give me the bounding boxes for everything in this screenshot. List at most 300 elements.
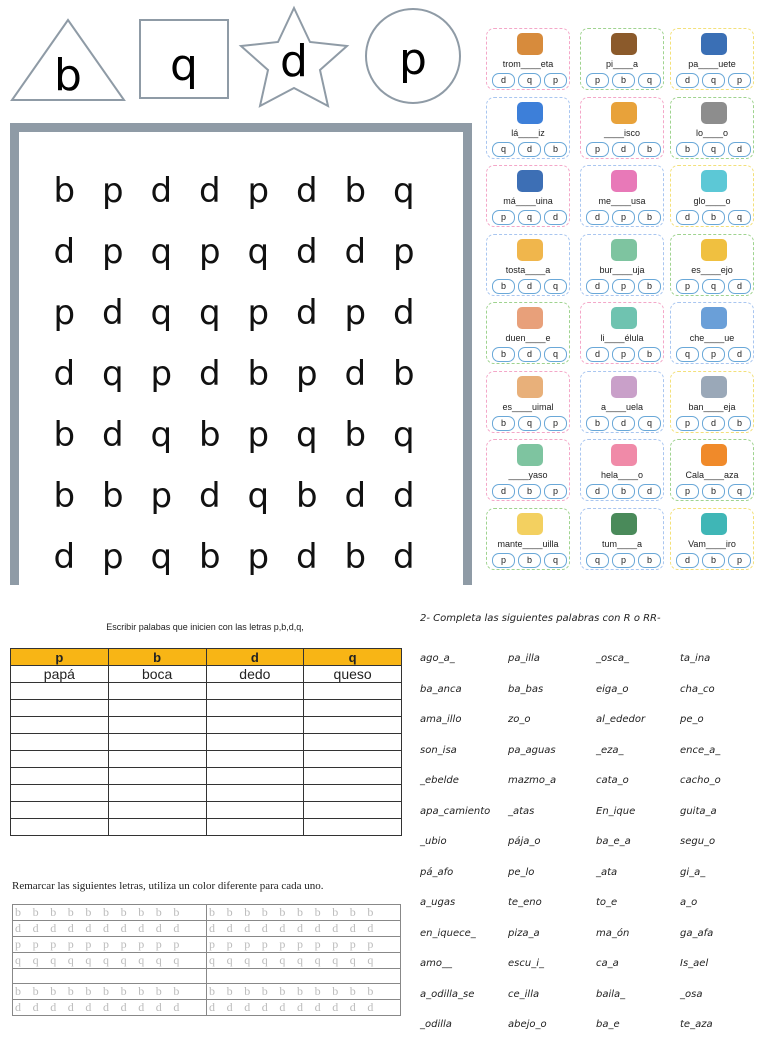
machine-icon xyxy=(517,170,543,192)
letter-card xyxy=(486,371,570,433)
rr-word[interactable]: segu_o xyxy=(680,836,716,847)
card-option[interactable]: p xyxy=(586,73,609,88)
words-table-header: d xyxy=(206,649,304,666)
card-option[interactable]: q xyxy=(586,553,609,568)
card-option[interactable]: b xyxy=(518,484,541,499)
card-options xyxy=(492,73,567,88)
letter-grid-cell[interactable]: d xyxy=(295,536,318,577)
letter-grid-cell[interactable]: b xyxy=(101,475,124,516)
words-table-cell[interactable] xyxy=(108,768,206,785)
rr-word[interactable]: _ebelde xyxy=(420,775,459,786)
card-options xyxy=(676,553,751,568)
letter-grid-cell[interactable]: p xyxy=(247,292,270,333)
card-option[interactable]: q xyxy=(518,210,541,225)
card-option[interactable]: q xyxy=(676,347,699,362)
letter-card xyxy=(670,439,754,501)
rr-word[interactable]: ence_a_ xyxy=(680,744,721,756)
words-table-cell[interactable] xyxy=(11,768,109,785)
rr-word[interactable]: _osa xyxy=(680,988,703,1000)
card-option[interactable]: d xyxy=(586,484,609,499)
card-option[interactable]: p xyxy=(612,347,635,362)
letter-grid-cell[interactable]: d xyxy=(392,292,415,333)
letter-grid-cell[interactable]: b xyxy=(198,536,221,577)
words-table-cell[interactable] xyxy=(11,785,109,802)
letter-card xyxy=(486,302,570,364)
card-option[interactable]: d xyxy=(492,73,515,88)
card-option[interactable]: q xyxy=(492,142,515,157)
card-options xyxy=(492,416,567,431)
words-table-cell[interactable] xyxy=(108,751,206,768)
rr-word[interactable]: a_odilla_se xyxy=(420,988,475,1000)
card-option[interactable]: p xyxy=(702,347,725,362)
card-option[interactable]: q xyxy=(702,73,725,88)
words-table-cell[interactable] xyxy=(304,785,402,802)
card-option[interactable]: p xyxy=(544,484,567,499)
rr-word[interactable]: _ata xyxy=(596,866,618,878)
card-option[interactable]: p xyxy=(676,416,699,431)
words-table-cell[interactable] xyxy=(206,700,304,717)
balloon-icon xyxy=(701,170,727,192)
words-table-cell[interactable] xyxy=(206,819,304,836)
words-table-cell[interactable] xyxy=(11,819,109,836)
words-table-cell[interactable]: boca xyxy=(108,666,206,683)
letter-grid-row xyxy=(40,282,430,343)
butter-icon xyxy=(517,513,543,535)
card-option[interactable]: b xyxy=(518,553,541,568)
words-table-cell[interactable] xyxy=(206,717,304,734)
letter-grid-cell[interactable]: b xyxy=(392,353,415,394)
card-option[interactable]: p xyxy=(676,484,699,499)
words-table-cell[interactable]: papá xyxy=(11,666,109,683)
rr-word[interactable]: pa_illa xyxy=(508,653,540,664)
card-options xyxy=(586,210,661,225)
words-table-cell[interactable] xyxy=(11,751,109,768)
letter-grid-cell[interactable]: d xyxy=(392,536,415,577)
words-table-header: q xyxy=(304,649,402,666)
card-option[interactable]: b xyxy=(638,279,661,294)
words-table-cell[interactable] xyxy=(108,734,206,751)
rr-word[interactable]: en_iquece_ xyxy=(420,927,476,939)
letter-grid-cell[interactable]: q xyxy=(101,353,124,394)
card-option[interactable]: d xyxy=(702,416,725,431)
trace-cell[interactable] xyxy=(13,969,207,984)
trace-section-title: Remarcar las siguientes letras, utiliza un color diferente para cada uno. xyxy=(12,880,324,892)
letter-grid-cell[interactable]: b xyxy=(53,170,76,211)
rr-word[interactable]: guita_a xyxy=(680,805,717,817)
card-option[interactable]: b xyxy=(676,142,699,157)
card-option[interactable]: d xyxy=(676,210,699,225)
trace-cell[interactable]: p p p p p p p p p p xyxy=(13,937,207,953)
words-table-row xyxy=(11,751,402,768)
rr-word[interactable]: pá_afo xyxy=(420,866,454,878)
card-option[interactable]: q xyxy=(518,73,541,88)
rr-word[interactable]: cacho_o xyxy=(680,775,721,786)
words-table-cell[interactable] xyxy=(304,683,402,700)
rr-word[interactable]: gi_a_ xyxy=(680,866,706,878)
letter-card xyxy=(580,28,664,90)
trace-cell[interactable]: p p p p p p p p p p xyxy=(207,937,401,953)
card-options xyxy=(676,416,751,431)
words-table-cell[interactable] xyxy=(108,785,206,802)
letter-grid-cell[interactable]: d xyxy=(344,353,367,394)
letter-grid-row xyxy=(40,221,430,282)
card-option[interactable]: b xyxy=(612,73,635,88)
card-option[interactable]: p xyxy=(586,142,609,157)
letter-grid-cell[interactable]: d xyxy=(295,170,318,211)
card-word: bur____uja xyxy=(599,264,645,275)
card-option[interactable]: q xyxy=(544,347,567,362)
card-option[interactable]: d xyxy=(612,416,635,431)
grandma-icon xyxy=(611,376,637,398)
letter-grid-cell[interactable]: d xyxy=(392,475,415,516)
letter-card xyxy=(580,371,664,433)
mirror-icon xyxy=(701,239,727,261)
card-option[interactable]: b xyxy=(702,484,725,499)
rr-word[interactable]: son_isa xyxy=(420,744,457,756)
rr-word[interactable]: mazmo_a xyxy=(508,775,557,786)
card-option[interactable]: d xyxy=(586,210,609,225)
trace-row xyxy=(13,1000,401,1016)
card-option[interactable]: b xyxy=(638,553,661,568)
letter-grid-cell[interactable]: d xyxy=(198,353,221,394)
words-table-header: p xyxy=(11,649,109,666)
card-option[interactable]: d xyxy=(728,142,751,157)
words-table-cell[interactable] xyxy=(11,683,109,700)
words-table-row xyxy=(11,666,402,683)
card-option[interactable]: p xyxy=(612,210,635,225)
trace-cell[interactable]: b b b b b b b b b b xyxy=(207,984,401,1000)
letter-grid-cell[interactable]: p xyxy=(150,353,173,394)
letter-grid-cell[interactable]: d xyxy=(53,353,76,394)
letter-grid-cell[interactable]: b xyxy=(295,475,318,516)
rr-word[interactable]: _eza_ xyxy=(596,744,624,756)
rr-word[interactable]: ama_illo xyxy=(420,714,462,725)
letter-grid-cell[interactable]: p xyxy=(53,292,76,333)
letter-grid-cell[interactable]: d xyxy=(101,292,124,333)
letter-grid-cell[interactable]: q xyxy=(150,414,173,455)
words-table-cell[interactable] xyxy=(11,700,109,717)
card-option[interactable]: d xyxy=(676,73,699,88)
rr-word[interactable]: ma_ón xyxy=(596,927,630,939)
card-option[interactable]: d xyxy=(544,210,567,225)
letter-grid-cell[interactable]: p xyxy=(101,231,124,272)
card-option[interactable]: b xyxy=(492,347,515,362)
square-letter: q xyxy=(170,40,198,91)
card-option[interactable]: b xyxy=(702,553,725,568)
words-table-cell[interactable] xyxy=(206,751,304,768)
letter-grid-cell[interactable]: q xyxy=(150,536,173,577)
card-option[interactable]: q xyxy=(518,416,541,431)
card-word: lá____iz xyxy=(511,127,545,138)
tomb-icon xyxy=(611,513,637,535)
trace-cell[interactable]: q q q q q q q q q q xyxy=(207,953,401,969)
letter-grid-cell[interactable]: p xyxy=(247,414,270,455)
rr-word[interactable]: cata_o xyxy=(596,775,629,786)
card-option[interactable]: d xyxy=(492,484,515,499)
words-table-cell[interactable] xyxy=(304,768,402,785)
words-table-cell[interactable] xyxy=(304,717,402,734)
letter-grid-cell[interactable]: p xyxy=(101,536,124,577)
card-option[interactable]: b xyxy=(638,142,661,157)
letter-grid-cell[interactable]: q xyxy=(150,292,173,333)
package-icon xyxy=(701,33,727,55)
eskimo-icon xyxy=(517,376,543,398)
trace-cell[interactable]: d d d d d d d d d d xyxy=(13,921,207,937)
words-table-cell[interactable] xyxy=(304,802,402,819)
card-options xyxy=(676,142,751,157)
card-option[interactable]: d xyxy=(728,279,751,294)
rr-word[interactable]: zo_o xyxy=(508,714,531,725)
rr-word[interactable]: _atas xyxy=(508,805,535,817)
letter-grid-cell[interactable]: p xyxy=(247,536,270,577)
trace-cell[interactable] xyxy=(207,969,401,984)
letter-grid-cell[interactable]: d xyxy=(198,170,221,211)
letter-grid-cell[interactable]: b xyxy=(344,414,367,455)
card-option[interactable]: q xyxy=(702,279,725,294)
rr-word[interactable]: pe_lo xyxy=(508,866,535,878)
card-option[interactable]: d xyxy=(676,553,699,568)
card-options xyxy=(676,279,751,294)
words-table xyxy=(10,648,402,836)
rr-word[interactable]: pe_o xyxy=(680,714,704,725)
letter-card xyxy=(670,508,754,570)
letter-grid-cell[interactable]: d xyxy=(295,292,318,333)
trace-cell[interactable]: b b b b b b b b b b xyxy=(13,905,207,921)
words-table-cell[interactable] xyxy=(108,700,206,717)
letter-grid-cell[interactable]: p xyxy=(150,475,173,516)
rr-word[interactable]: apa_camiento xyxy=(420,805,491,817)
card-option[interactable]: d xyxy=(612,142,635,157)
words-table-cell[interactable] xyxy=(206,802,304,819)
card-option[interactable]: q xyxy=(638,73,661,88)
rr-word[interactable]: abejo_o xyxy=(508,1019,547,1030)
card-option[interactable]: p xyxy=(544,416,567,431)
trace-cell[interactable]: d d d d d d d d d d xyxy=(207,1000,401,1016)
letter-grid-cell[interactable]: d xyxy=(101,414,124,455)
rr-word[interactable]: ce_illa xyxy=(508,988,540,1000)
trace-cell[interactable]: d d d d d d d d d d xyxy=(207,921,401,937)
card-word: a____uela xyxy=(600,401,644,412)
letter-grid-row xyxy=(40,343,430,404)
trumpet-icon xyxy=(517,33,543,55)
rr-word[interactable]: _odilla xyxy=(420,1019,452,1030)
vampire-icon xyxy=(701,513,727,535)
triangle-letter: b xyxy=(54,50,82,101)
letter-grid-cell[interactable]: p xyxy=(247,170,270,211)
rr-word[interactable]: baila_ xyxy=(596,988,626,1000)
rr-word[interactable]: ga_afa xyxy=(680,927,714,939)
letter-card xyxy=(486,234,570,296)
words-table-cell[interactable] xyxy=(304,819,402,836)
rr-word[interactable]: ba_bas xyxy=(508,683,544,695)
letter-grid-cell[interactable]: d xyxy=(53,536,76,577)
card-option[interactable]: p xyxy=(544,73,567,88)
card-option[interactable]: b xyxy=(638,347,661,362)
card-option[interactable]: d xyxy=(728,347,751,362)
letter-grid-cell[interactable]: p xyxy=(295,353,318,394)
rr-word[interactable]: ba_e xyxy=(596,1019,620,1030)
letter-grid xyxy=(40,160,430,587)
rr-word[interactable]: En_ique xyxy=(596,805,636,817)
letter-grid-cell[interactable]: b xyxy=(53,475,76,516)
card-option[interactable]: q xyxy=(544,553,567,568)
rr-word[interactable]: to_e xyxy=(596,897,618,908)
letter-grid-cell[interactable]: q xyxy=(392,170,415,211)
rr-word[interactable]: ago_a_ xyxy=(420,653,455,664)
card-option[interactable]: b xyxy=(586,416,609,431)
card-option[interactable]: d xyxy=(586,347,609,362)
trace-cell[interactable]: b b b b b b b b b b xyxy=(207,905,401,921)
card-option[interactable]: q xyxy=(544,279,567,294)
words-table-cell[interactable]: dedo xyxy=(206,666,304,683)
card-word: Cala____aza xyxy=(685,470,739,480)
card-option[interactable]: b xyxy=(492,416,515,431)
card-option[interactable]: p xyxy=(612,553,635,568)
rr-word[interactable]: pája_o xyxy=(508,836,541,847)
trace-row xyxy=(13,969,401,984)
words-table-cell[interactable] xyxy=(304,751,402,768)
shapes-strip xyxy=(0,0,470,120)
card-option[interactable]: b xyxy=(544,142,567,157)
crayon-icon xyxy=(517,102,543,124)
letter-grid-cell[interactable]: q xyxy=(150,231,173,272)
rr-word[interactable]: _ubio xyxy=(420,836,447,847)
rr-word[interactable]: escu_i_ xyxy=(508,958,544,969)
letter-grid-cell[interactable]: d xyxy=(295,231,318,272)
letter-card xyxy=(486,439,570,501)
rr-word[interactable]: pa_aguas xyxy=(508,744,556,756)
rr-word[interactable]: ba_anca xyxy=(420,683,462,695)
card-options xyxy=(586,416,661,431)
card-option[interactable]: b xyxy=(702,210,725,225)
letter-grid-cell[interactable]: d xyxy=(150,170,173,211)
letter-grid-cell[interactable]: d xyxy=(53,231,76,272)
words-table-cell[interactable] xyxy=(304,734,402,751)
card-option[interactable]: b xyxy=(728,416,751,431)
letter-grid-cell[interactable]: p xyxy=(101,170,124,211)
letter-grid-cell[interactable]: b xyxy=(344,170,367,211)
card-word: trom____eta xyxy=(502,59,554,69)
words-table-cell[interactable]: queso xyxy=(304,666,402,683)
card-options xyxy=(586,484,661,499)
words-table-cell[interactable] xyxy=(11,717,109,734)
letter-card xyxy=(580,439,664,501)
rr-word[interactable]: te_aza xyxy=(680,1019,713,1030)
letter-grid-cell[interactable]: q xyxy=(198,292,221,333)
card-options xyxy=(492,347,567,362)
card-option[interactable]: q xyxy=(638,416,661,431)
words-table-cell[interactable] xyxy=(108,683,206,700)
letter-grid-cell[interactable]: q xyxy=(247,475,270,516)
words-table-cell[interactable] xyxy=(206,683,304,700)
rr-word[interactable]: te_eno xyxy=(508,897,542,908)
letter-grid-cell[interactable]: b xyxy=(344,536,367,577)
card-option[interactable]: d xyxy=(586,279,609,294)
trace-cell[interactable]: b b b b b b b b b b xyxy=(13,984,207,1000)
letter-grid-cell[interactable]: q xyxy=(247,231,270,272)
rr-word[interactable]: piza_a xyxy=(508,927,540,939)
letter-grid-cell[interactable]: q xyxy=(392,414,415,455)
trace-cell[interactable]: d d d d d d d d d d xyxy=(13,1000,207,1016)
rr-word[interactable]: eiga_o xyxy=(596,683,629,695)
letter-grid-cell[interactable]: d xyxy=(344,475,367,516)
rr-word[interactable]: ta_ina xyxy=(680,653,711,664)
rr-word[interactable]: cha_co xyxy=(680,683,715,695)
words-table-cell[interactable] xyxy=(206,768,304,785)
letter-grid-cell[interactable]: p xyxy=(344,292,367,333)
card-option[interactable]: d xyxy=(638,484,661,499)
words-table-cell[interactable] xyxy=(206,734,304,751)
words-table-cell[interactable] xyxy=(108,819,206,836)
letter-card xyxy=(580,302,664,364)
disc-icon xyxy=(611,102,637,124)
words-table-cell[interactable] xyxy=(11,734,109,751)
check-icon xyxy=(701,307,727,329)
card-option[interactable]: p xyxy=(612,279,635,294)
card-option[interactable]: p xyxy=(728,553,751,568)
card-option[interactable]: p xyxy=(492,553,515,568)
letter-grid-cell[interactable]: q xyxy=(295,414,318,455)
letter-card xyxy=(486,508,570,570)
letter-grid-cell[interactable]: p xyxy=(198,231,221,272)
card-option[interactable]: p xyxy=(492,210,515,225)
card-option[interactable]: q xyxy=(728,484,751,499)
rr-word[interactable]: a_o xyxy=(680,897,698,908)
letter-grid-cell[interactable]: b xyxy=(198,414,221,455)
words-table-cell[interactable] xyxy=(304,700,402,717)
letter-grid-cell[interactable]: d xyxy=(198,475,221,516)
card-options xyxy=(676,210,751,225)
words-table-row xyxy=(11,700,402,717)
elf-icon xyxy=(517,307,543,329)
letter-card xyxy=(670,302,754,364)
letter-card xyxy=(486,97,570,159)
card-option[interactable]: d xyxy=(518,347,541,362)
rr-word[interactable]: a_ugas xyxy=(420,897,456,908)
rr-word[interactable]: al_ededor xyxy=(596,714,646,725)
words-table-header: b xyxy=(108,649,206,666)
rr-word[interactable]: _osca_ xyxy=(596,653,629,664)
rr-word[interactable]: ca_a xyxy=(596,958,619,969)
card-word: lo____o xyxy=(695,127,729,138)
words-table-cell[interactable] xyxy=(11,802,109,819)
letter-card xyxy=(670,97,754,159)
letter-grid-cell[interactable]: b xyxy=(53,414,76,455)
rr-word[interactable]: ba_e_a xyxy=(596,836,631,847)
card-option[interactable]: d xyxy=(518,279,541,294)
rr-word[interactable]: Is_ael xyxy=(680,958,709,969)
letter-grid-cell[interactable]: b xyxy=(247,353,270,394)
trace-cell[interactable]: q q q q q q q q q q xyxy=(13,953,207,969)
rr-word[interactable]: amo__ xyxy=(420,958,452,969)
card-option[interactable]: b xyxy=(492,279,515,294)
card-option[interactable]: b xyxy=(612,484,635,499)
words-table-cell[interactable] xyxy=(206,785,304,802)
card-options xyxy=(492,210,567,225)
letter-grid-cell[interactable]: p xyxy=(392,231,415,272)
card-option[interactable]: d xyxy=(518,142,541,157)
card-option[interactable]: q xyxy=(702,142,725,157)
words-table-cell[interactable] xyxy=(108,717,206,734)
letter-grid-cell[interactable]: d xyxy=(344,231,367,272)
words-table-cell[interactable] xyxy=(108,802,206,819)
card-options xyxy=(586,347,661,362)
card-option[interactable]: p xyxy=(676,279,699,294)
card-option[interactable]: p xyxy=(728,73,751,88)
card-option[interactable]: b xyxy=(638,210,661,225)
card-option[interactable]: q xyxy=(728,210,751,225)
words-table-row xyxy=(11,802,402,819)
